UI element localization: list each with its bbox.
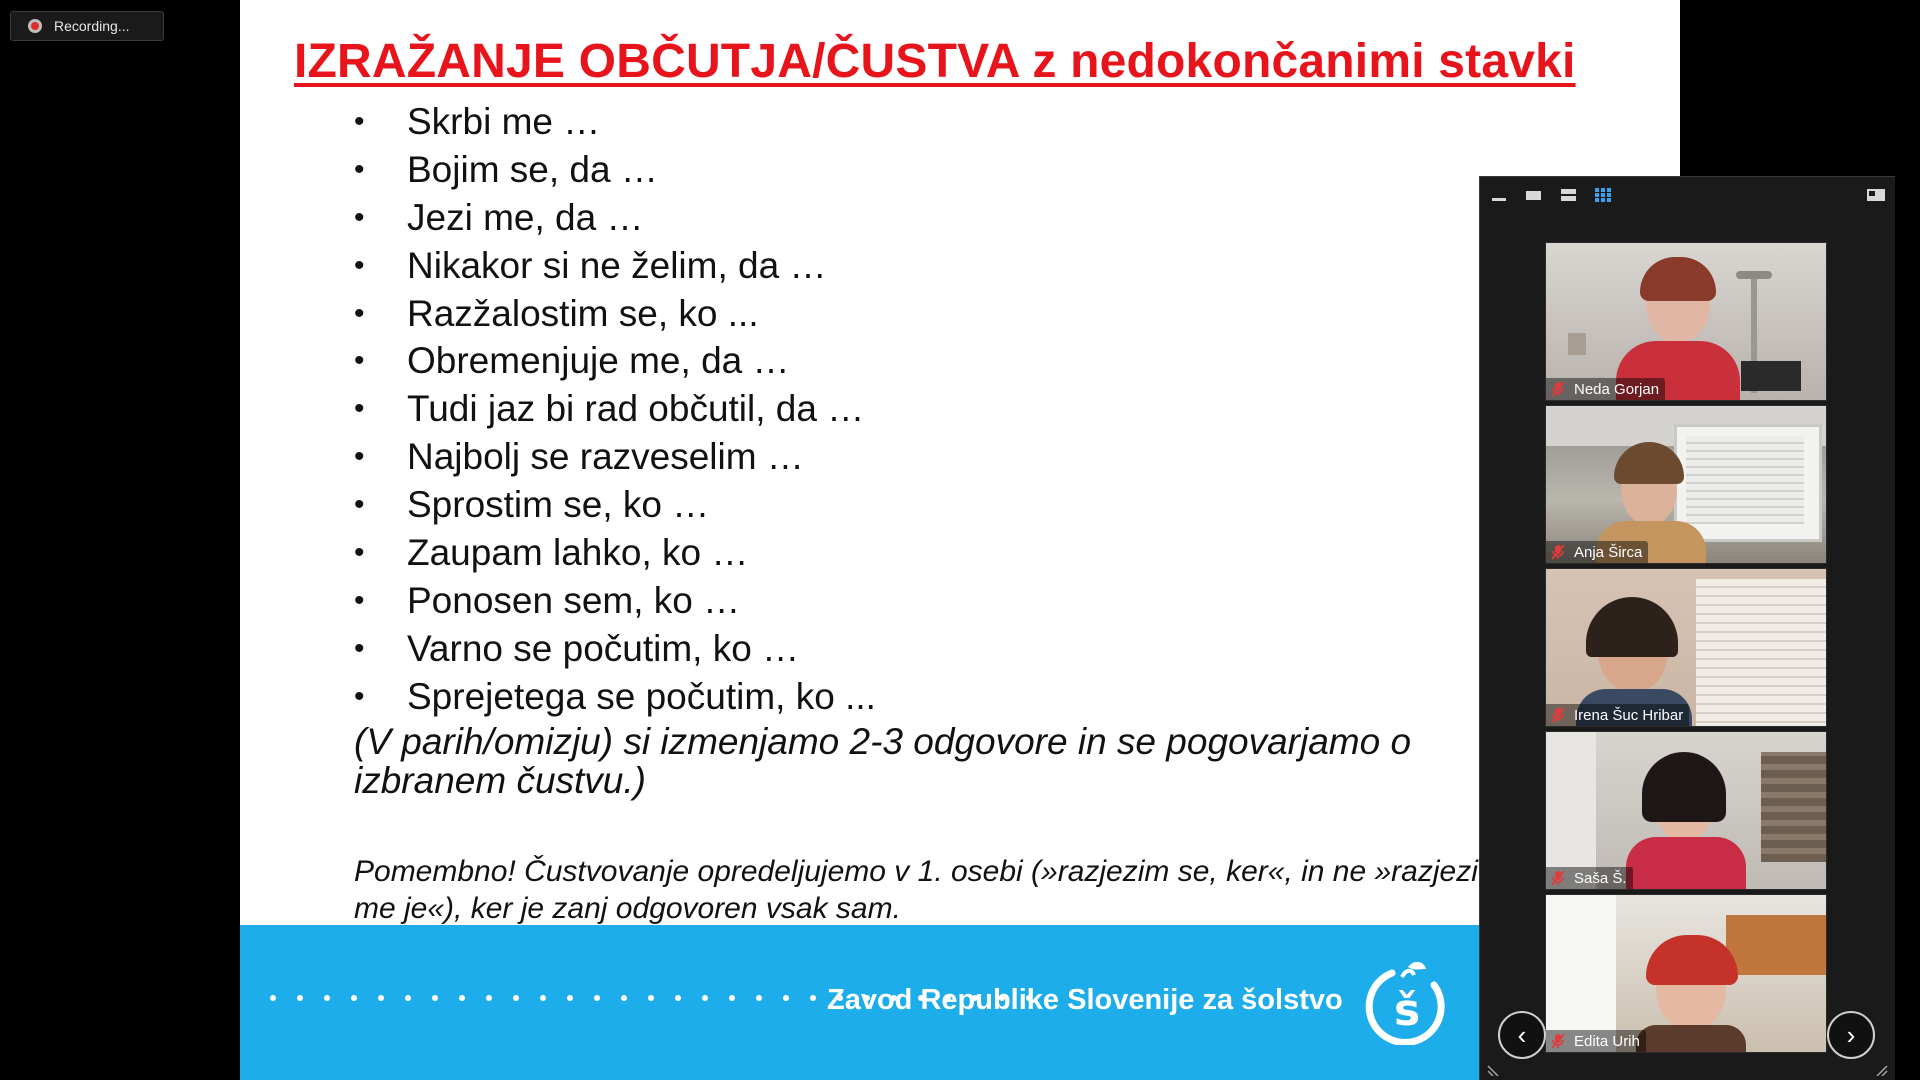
bullet-item: • Bojim se, da … bbox=[354, 146, 876, 194]
bullet-item: • Zaupam lahko, ko … bbox=[354, 529, 876, 577]
bullet-item: • Skrbi me … bbox=[354, 98, 876, 146]
mic-muted-icon bbox=[1550, 707, 1566, 723]
participant-name: Irena Šuc Hribar bbox=[1574, 706, 1684, 724]
bullet-item: • Sprejetega se počutim, ko ... bbox=[354, 673, 876, 721]
gallery-grid-icon[interactable] bbox=[1594, 187, 1614, 203]
single-speaker-icon[interactable] bbox=[1524, 187, 1544, 203]
participant-name: Edita Urih bbox=[1574, 1032, 1640, 1050]
participant-label bbox=[1546, 867, 1633, 889]
important-note: Pomembno! Čustvovanje opredeljujemo v 1. osebi (»razjezim se, ker«, in ne »razjezi me je«), ker je zanj odgovoren vsak sam. bbox=[354, 855, 1478, 925]
popout-icon[interactable] bbox=[1866, 187, 1886, 203]
mic-muted-icon bbox=[1550, 381, 1566, 397]
participant-name: Saša Š. bbox=[1574, 869, 1627, 887]
participant-label bbox=[1546, 541, 1648, 563]
chevron-right-icon[interactable]: › bbox=[1827, 1011, 1875, 1059]
resize-handle-left-icon[interactable] bbox=[1486, 1062, 1500, 1076]
record-icon bbox=[28, 19, 42, 33]
svg-text:š: š bbox=[1394, 985, 1421, 1036]
bullet-item: • Jezi me, da … bbox=[354, 194, 876, 242]
bullet-item: • Sprostim se, ko … bbox=[354, 481, 876, 529]
participant-tile[interactable] bbox=[1545, 568, 1827, 727]
slide-title: IZRAŽANJE OBČUTJA/ČUSTVA z nedokončanimi stavki bbox=[294, 35, 1576, 88]
mic-muted-icon bbox=[1550, 1033, 1566, 1049]
resize-handle-right-icon[interactable] bbox=[1875, 1062, 1889, 1076]
bullet-list bbox=[354, 98, 876, 721]
side-by-side-icon[interactable] bbox=[1559, 187, 1579, 203]
zrss-logo-icon bbox=[1362, 955, 1452, 1045]
minimize-icon[interactable] bbox=[1490, 187, 1510, 203]
participant-tile[interactable] bbox=[1545, 405, 1827, 564]
bullet-item: • Obremenjuje me, da … bbox=[354, 337, 876, 385]
bullet-item: • Najbolj se razveselim … bbox=[354, 433, 876, 481]
participant-tile[interactable] bbox=[1545, 894, 1827, 1053]
participant-label bbox=[1546, 704, 1689, 726]
organization-name: Zavod Republike Slovenije za šolstvo bbox=[827, 984, 1343, 1016]
participant-label bbox=[1546, 1030, 1646, 1052]
mic-muted-icon bbox=[1550, 870, 1566, 886]
recording-indicator[interactable] bbox=[10, 11, 164, 41]
chevron-left-icon[interactable]: ‹ bbox=[1498, 1011, 1546, 1059]
video-gallery-panel bbox=[1479, 176, 1895, 1080]
bullet-item: • Varno se počutim, ko … bbox=[354, 625, 876, 673]
bullet-item: • Ponosen sem, ko … bbox=[354, 577, 876, 625]
shared-slide bbox=[240, 0, 1680, 1080]
participant-tile[interactable] bbox=[1545, 242, 1827, 401]
recording-label: Recording... bbox=[54, 18, 130, 34]
participant-tiles bbox=[1545, 242, 1827, 1057]
mic-muted-icon bbox=[1550, 544, 1566, 560]
participant-label bbox=[1546, 378, 1665, 400]
participant-name: Anja Širca bbox=[1574, 543, 1643, 561]
participant-name: Neda Gorjan bbox=[1574, 380, 1660, 398]
participant-tile[interactable] bbox=[1545, 731, 1827, 890]
bullet-item: • Razžalostim se, ko ... bbox=[354, 290, 876, 338]
instruction-note: (V parih/omizju) si izmenjamo 2-3 odgovore in se pogovarjamo o izbranem čustvu.) bbox=[354, 721, 1412, 801]
bullet-item: • Nikakor si ne želim, da … bbox=[354, 242, 876, 290]
bullet-item: • Tudi jaz bi rad občutil, da … bbox=[354, 385, 876, 433]
gallery-toolbar bbox=[1480, 177, 1895, 213]
